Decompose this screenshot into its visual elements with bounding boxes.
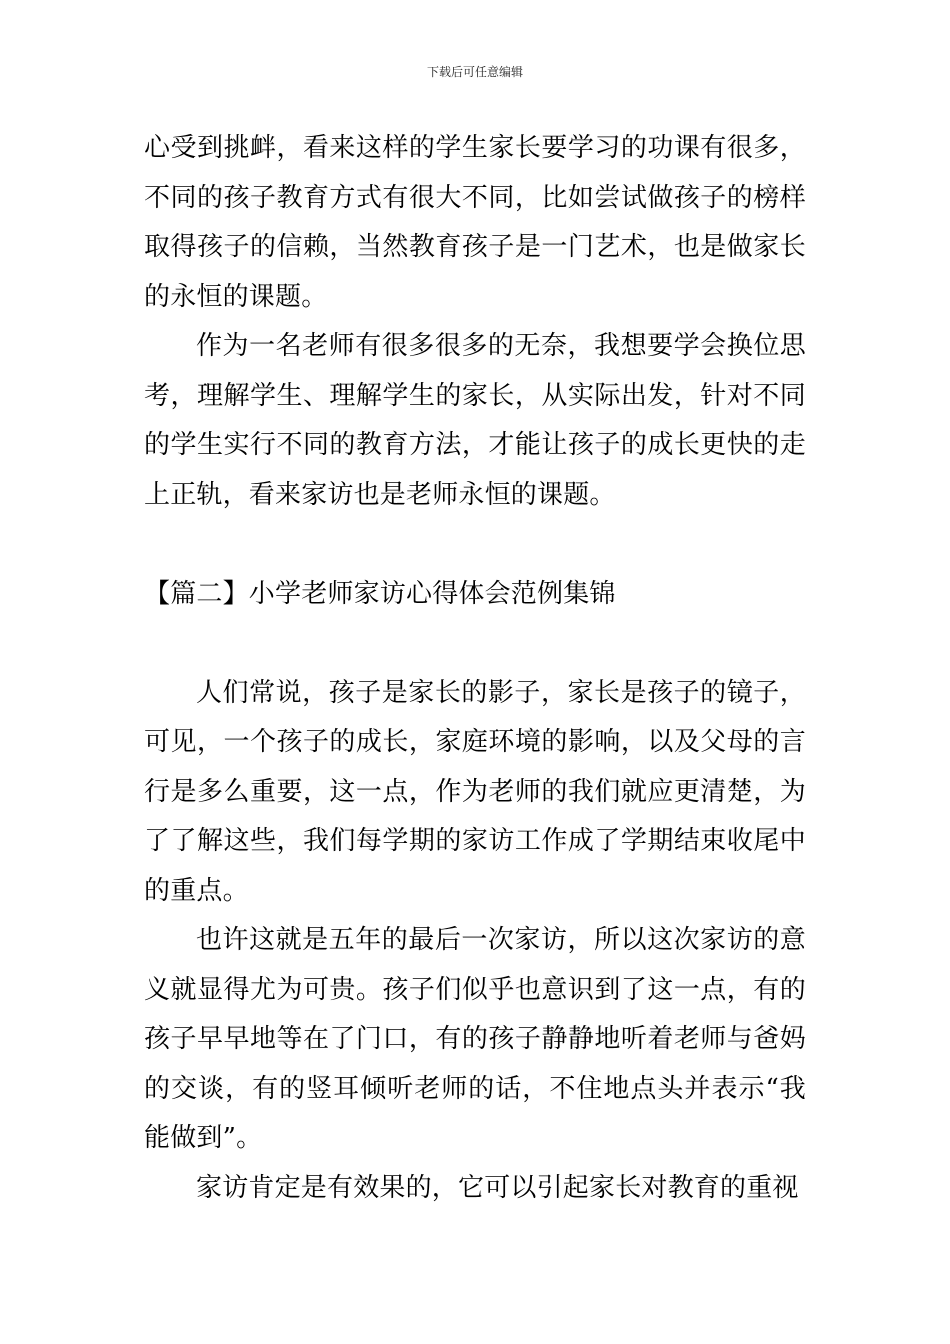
page-header-note: 下载后可任意编辑 <box>426 65 523 79</box>
paragraph-last-visit: 也许这就是五年的最后一次家访，所以这次家访的意义就显得尤为可贵。孩子们似乎也意识到了这一点，有的孩子早早地等在了门口，有的孩子静静地听着老师与爸妈的交谈，有的竖耳倾听老师的话，不住地点头并表示“我能做到”。 <box>144 925 806 1153</box>
document-body <box>144 124 806 1213</box>
paragraph-family-influence: 人们常说，孩子是家长的影子，家长是孩子的镜子，可见，一个孩子的成长，家庭环境的影响，以及父母的言行是多么重要，这一点，作为老师的我们就应更清楚，为了了解这些，我们每学期的家访工作成了学期结束收尾中的重点。 <box>144 677 806 906</box>
paragraph-visit-effect: 家访肯定是有效果的，它可以引起家长对教育的重视 <box>196 1172 799 1203</box>
section-title: 【篇二】小学老师家访心得体会范例集锦 <box>144 579 616 609</box>
paragraph-continuation: 心受到挑衅，看来这样的学生家长要学习的功课有很多，不同的孩子教育方式有很大不同，比如尝试做孩子的榜样取得孩子的信赖，当然教育孩子是一门艺术，也是做家长的永恒的课题。 <box>144 133 806 312</box>
paragraph-teacher-reflection: 作为一名老师有很多很多的无奈，我想要学会换位思考，理解学生、理解学生的家长，从实际出发，针对不同的学生实行不同的教育方法，才能让孩子的成长更快的走上正轨，看来家访也是老师永恒的课题。 <box>144 331 806 510</box>
